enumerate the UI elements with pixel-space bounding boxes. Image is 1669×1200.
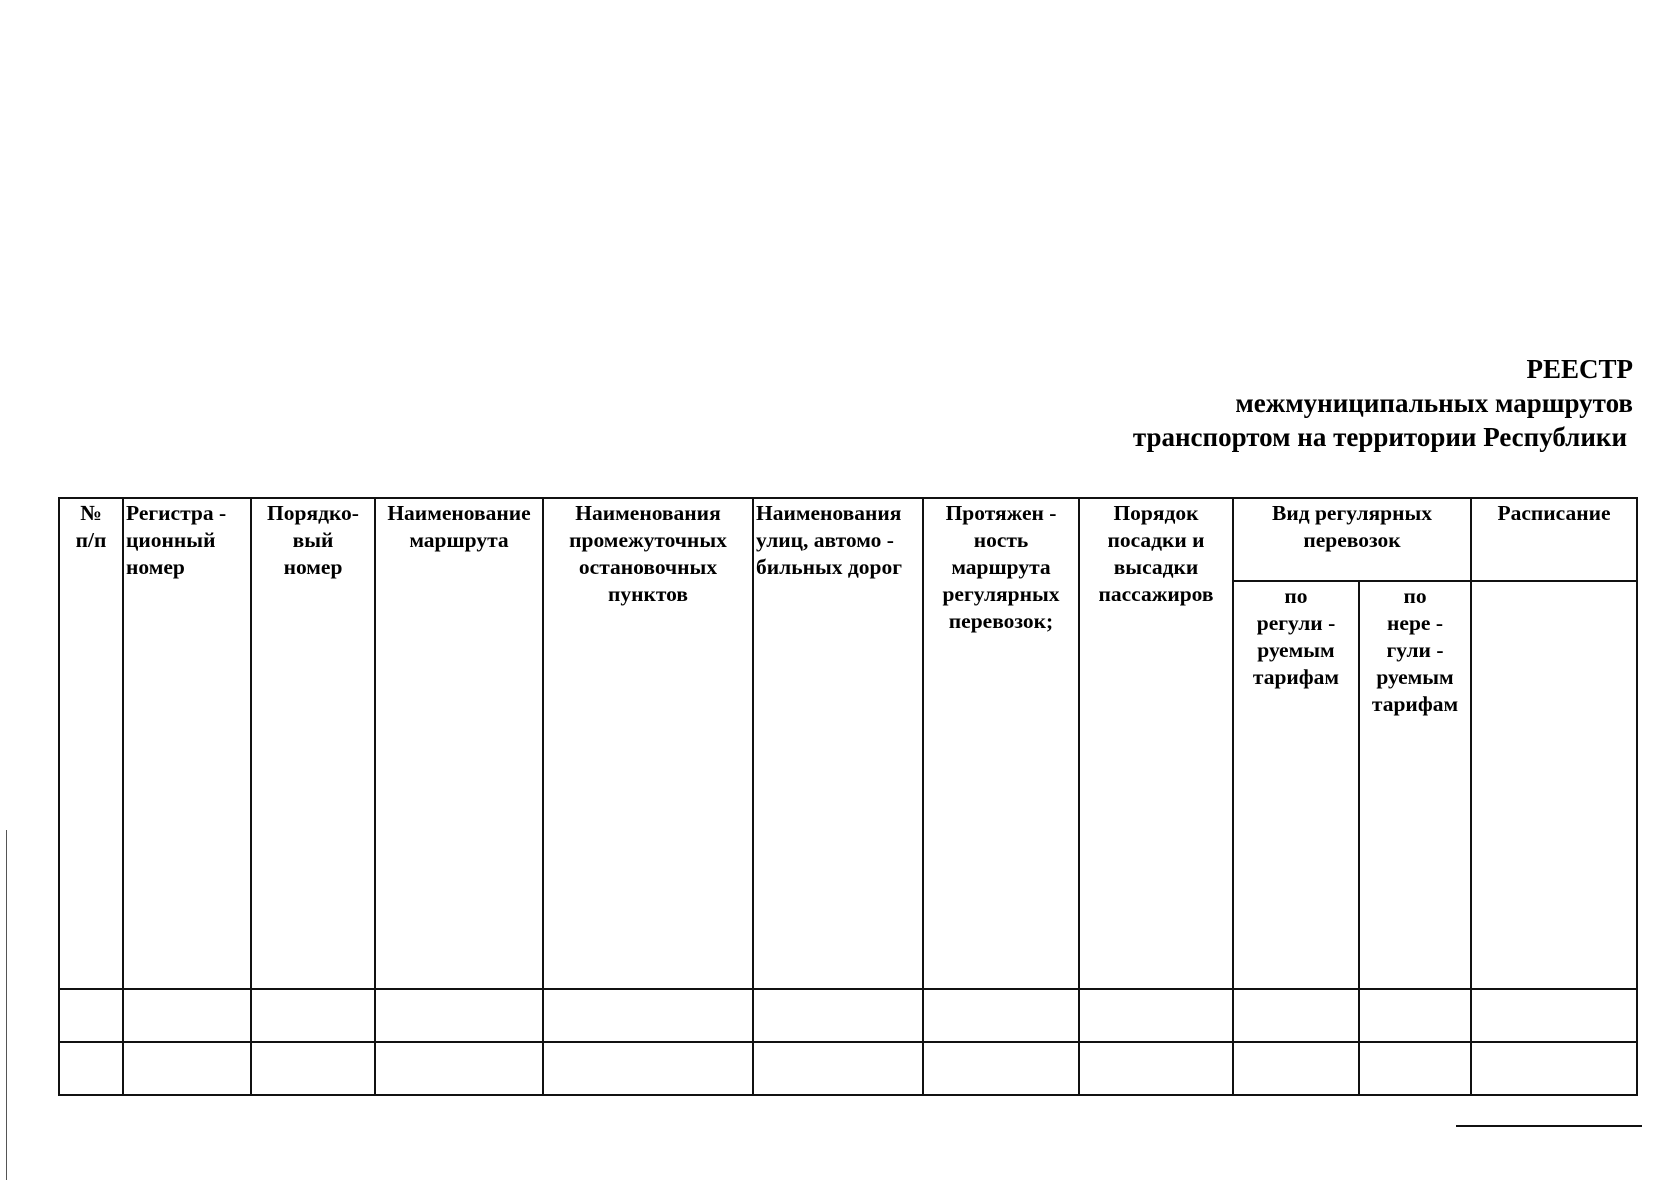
table-cell (1359, 1042, 1471, 1095)
table-cell (1359, 989, 1471, 1042)
table-cell (543, 989, 753, 1042)
table-row (59, 989, 1637, 1042)
title-block (1133, 352, 1633, 454)
table-cell (123, 989, 251, 1042)
table-cell (59, 989, 123, 1042)
table-cell (1233, 1042, 1359, 1095)
table-cell (251, 989, 375, 1042)
header-boarding: Порядок посадки и высадки пассажиров (1079, 498, 1233, 989)
header-schedule: Расписание (1471, 498, 1637, 581)
header-num: № п/п (59, 498, 123, 989)
table-cell (375, 1042, 543, 1095)
header-seq-number: Порядко- вый номер (251, 498, 375, 989)
header-unregulated-tariffs: по нере - гули - руемым тарифам (1359, 581, 1471, 989)
table-cell (1233, 989, 1359, 1042)
footnote-separator (1456, 1125, 1642, 1127)
header-regulated-tariffs: по регули - руемым тарифам (1233, 581, 1359, 989)
header-length: Протяжен - ность маршрута регулярных перевозок; (923, 498, 1079, 989)
registry-table (58, 497, 1638, 1096)
table-cell (923, 989, 1079, 1042)
document-title: РЕЕСТР (1526, 354, 1633, 384)
table-cell (923, 1042, 1079, 1095)
table-cell (251, 1042, 375, 1095)
table-cell (375, 989, 543, 1042)
header-reg-number: Регистра - ционный номер (123, 498, 251, 989)
table-cell (1079, 989, 1233, 1042)
table-cell (1471, 1042, 1637, 1095)
header-transport-type: Вид регулярных перевозок (1233, 498, 1471, 581)
table-cell (59, 1042, 123, 1095)
table-cell (753, 989, 923, 1042)
table-cell (1079, 1042, 1233, 1095)
header-schedule-sub (1471, 581, 1637, 989)
document-subtitle-line-1: межмуниципальных маршрутов (1235, 388, 1633, 418)
header-stops: Наименования промежуточных остановочных пунктов (543, 498, 753, 989)
scan-edge-mark (6, 830, 7, 1180)
table-cell (1471, 989, 1637, 1042)
table-cell (753, 1042, 923, 1095)
table-cell (543, 1042, 753, 1095)
table-cell (123, 1042, 251, 1095)
document-subtitle-line-2: транспортом на территории Республики (1132, 422, 1627, 452)
header-route-name: Наименование маршрута (375, 498, 543, 989)
table-row (59, 1042, 1637, 1095)
header-streets: Наименования улиц, автомо - бильных дорог (753, 498, 923, 989)
